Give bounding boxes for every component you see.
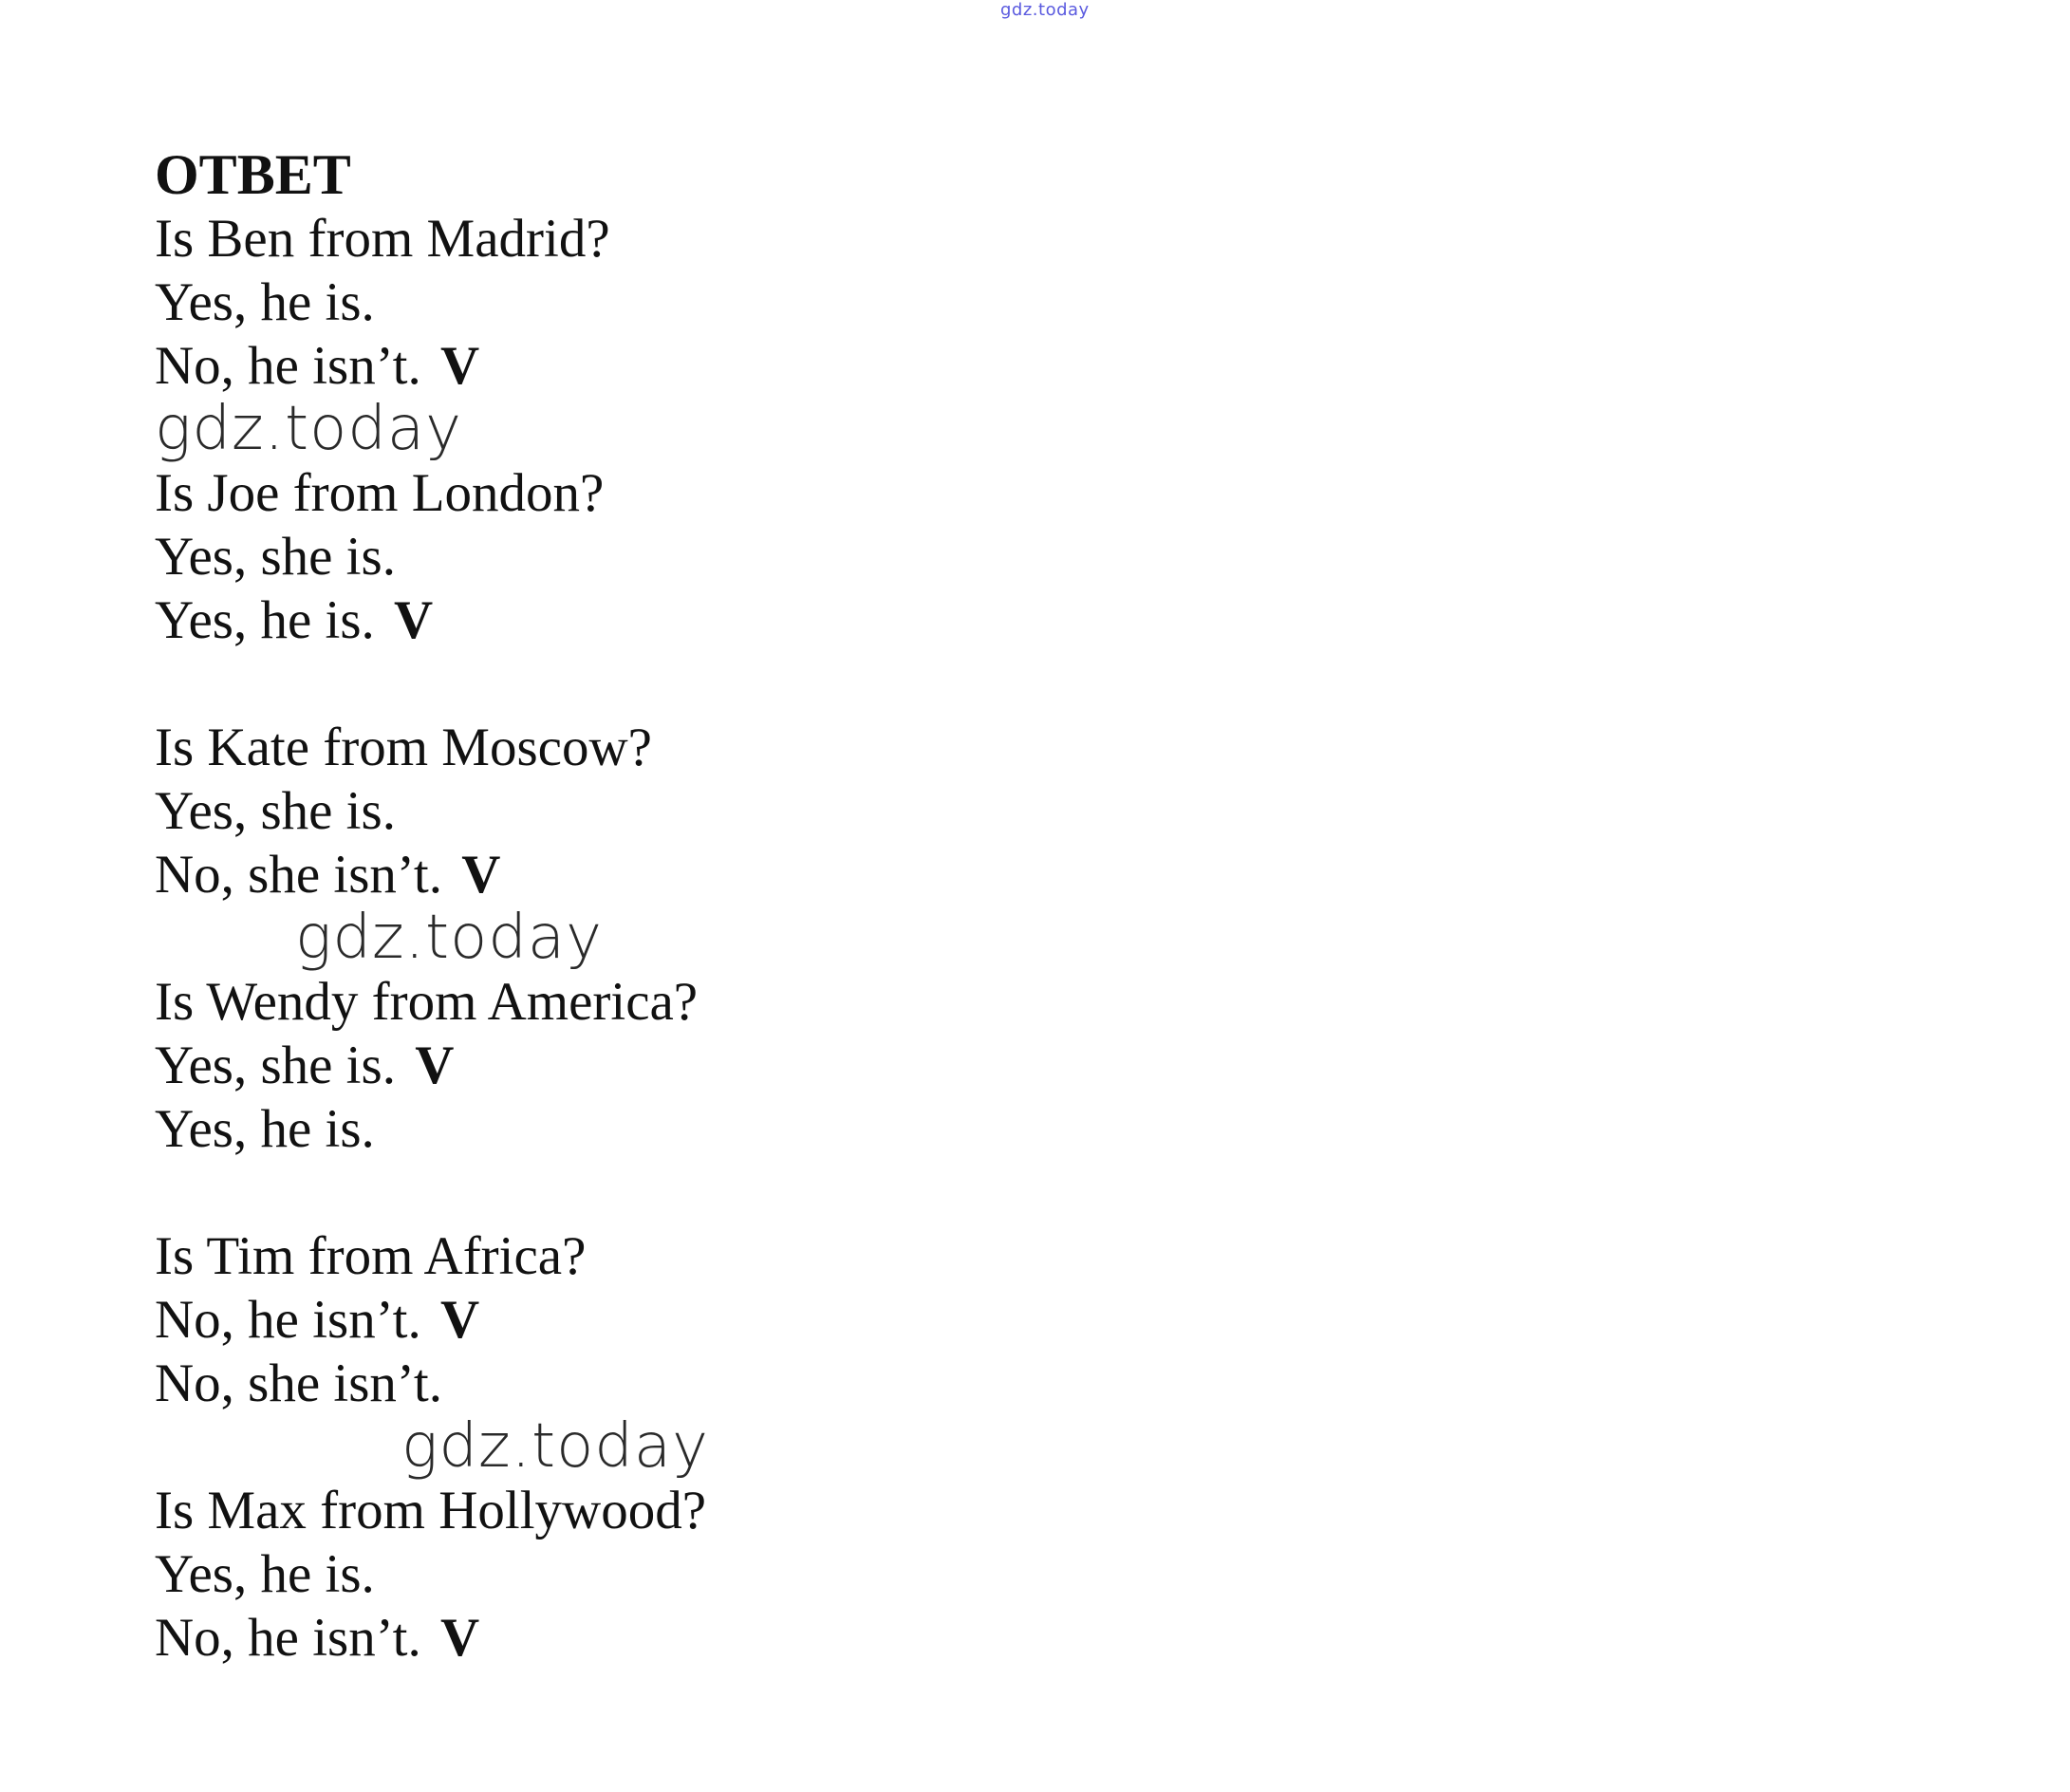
- check-mark: V: [440, 1608, 480, 1668]
- answer-2a: [155, 525, 1294, 588]
- answer-3b: [155, 843, 1294, 906]
- answer-3a: [155, 779, 1294, 843]
- question-2: Is Joe from London?: [155, 463, 605, 523]
- answer-2b: [155, 588, 1294, 652]
- check-mark: V: [461, 845, 501, 905]
- question-4: Is Wendy from America?: [155, 972, 699, 1032]
- answer-text: Yes, she is.: [155, 1036, 396, 1095]
- answer-4b: [155, 1097, 1294, 1161]
- answer-text: Yes, she is.: [155, 527, 396, 587]
- answer-text: No, she isn’t.: [155, 1353, 442, 1413]
- watermark-3: gdz.today: [401, 1411, 709, 1482]
- question-6: Is Max from Hollywood?: [155, 1481, 706, 1540]
- answer-5a: [155, 1288, 1294, 1352]
- watermark-1: gdz.today: [155, 394, 462, 464]
- question-1: Is Ben from Madrid?: [155, 209, 610, 269]
- answer-text: Yes, she is.: [155, 781, 396, 841]
- answer-5b: [155, 1352, 1294, 1415]
- question-5: Is Tim from Africa?: [155, 1226, 587, 1286]
- check-mark: V: [440, 1290, 480, 1350]
- answer-text: Yes, he is.: [155, 272, 375, 332]
- answer-text: Yes, he is.: [155, 1099, 375, 1159]
- answer-text: No, he isn’t.: [155, 1290, 421, 1350]
- answer-text: No, he isn’t.: [155, 1608, 421, 1668]
- spacer: [155, 1161, 1294, 1224]
- answer-1b: [155, 334, 1294, 398]
- spacer: [155, 652, 1294, 716]
- answer-page: [155, 142, 1294, 1670]
- check-mark: V: [415, 1036, 455, 1095]
- check-mark: V: [440, 336, 480, 396]
- answer-6b: [155, 1606, 1294, 1670]
- watermark-top: gdz.today: [1000, 0, 1090, 20]
- answer-text: No, he isn’t.: [155, 336, 421, 396]
- answer-1a: [155, 271, 1294, 334]
- answer-6a: [155, 1542, 1294, 1606]
- answer-4a: [155, 1034, 1294, 1097]
- answer-text: Yes, he is.: [155, 590, 375, 650]
- check-mark: V: [394, 590, 434, 650]
- watermark-2: gdz.today: [295, 903, 603, 973]
- answer-heading: ОТВЕТ: [155, 143, 351, 206]
- question-3: Is Kate from Moscow?: [155, 718, 652, 777]
- answer-text: No, she isn’t.: [155, 845, 442, 905]
- answer-text: Yes, he is.: [155, 1544, 375, 1604]
